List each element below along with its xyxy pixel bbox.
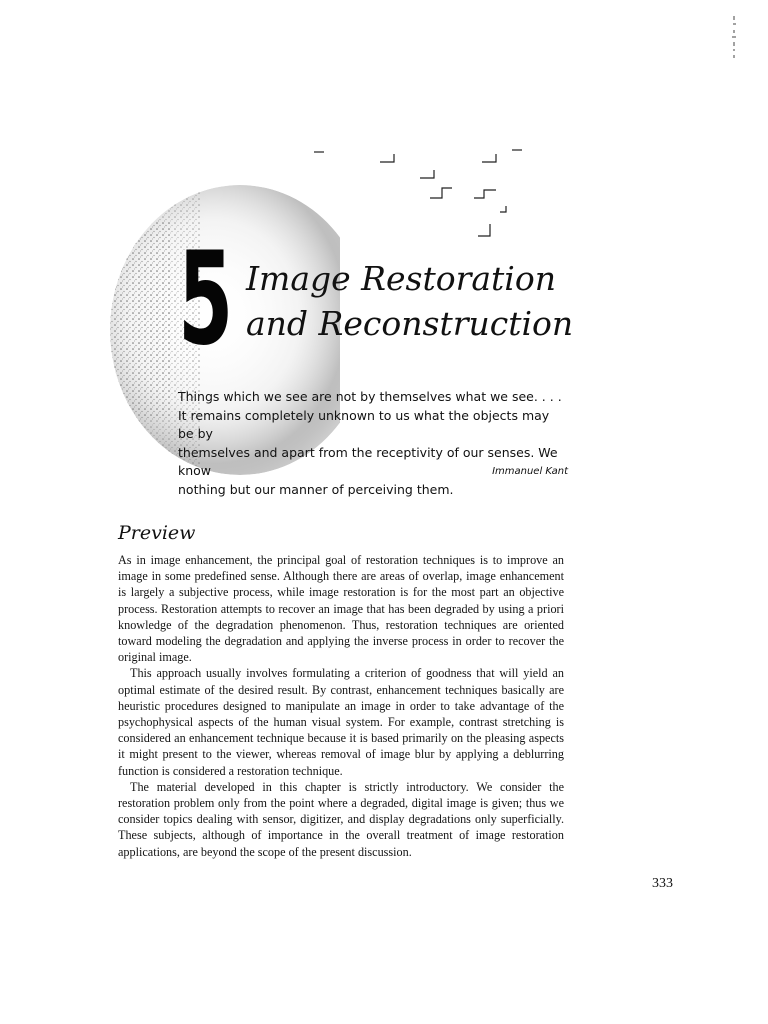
- decorative-step-lines: [300, 140, 530, 250]
- body-paragraph: As in image enhancement, the principal goal of restoration techniques is to improve an image in some predefined sense. Although there are areas of overlap, image enhancement is largely a subjective process, while image restoration is for the most part an objective process. Restoration attempts to recover an image that has been degraded by using a priori knowledge of the degradation phenomenon. Thus, restoration techniques are oriented toward modeling the degradation and applying the inverse process in order to recover the original image.: [118, 553, 564, 665]
- epigraph-line: It remains completely unknown to us what the objects may be by: [178, 407, 550, 441]
- epigraph-quote: [178, 388, 568, 499]
- epigraph-line: themselves and apart from the receptivity of our senses. We know: [178, 444, 558, 478]
- chapter-title: [246, 256, 666, 346]
- chapter-title-line-1: Image Restoration: [246, 259, 556, 298]
- chapter-title-line-2: and Reconstruction: [246, 304, 574, 343]
- epigraph-attribution: Immanuel Kant: [492, 466, 568, 477]
- preview-body: [118, 552, 564, 860]
- scan-margin-marks: [728, 14, 740, 60]
- page-number: 333: [652, 876, 673, 891]
- body-paragraph: This approach usually involves formulating a criterion of goodness that will yield an optimal estimate of the desired result. By contrast, enhancement techniques basically are heuristic procedures designed to manipulate an image in order to take advantage of the psychophysical aspects of the human visual system. For example, contrast stretching is considered an enhancement technique because it is based primarily on the pleasing aspects it might present to the viewer, whereas removal of image blur by applying a deblurring function is considered a restoration technique.: [118, 666, 564, 778]
- epigraph-line: nothing but our manner of perceiving them.: [178, 481, 454, 497]
- body-paragraph: The material developed in this chapter is strictly introductory. We consider the restoration problem only from the point where a degraded, digital image is given; thus we consider topics dealing with sensor, digitizer, and display degradations only superficially. These subjects, although of importance in the overall treatment of image restoration applications, are beyond the scope of the present discussion.: [118, 779, 564, 859]
- epigraph-line: Things which we see are not by themselves what we see. . . .: [178, 389, 562, 404]
- chapter-number: 5: [178, 225, 234, 374]
- section-heading-preview: Preview: [118, 522, 196, 544]
